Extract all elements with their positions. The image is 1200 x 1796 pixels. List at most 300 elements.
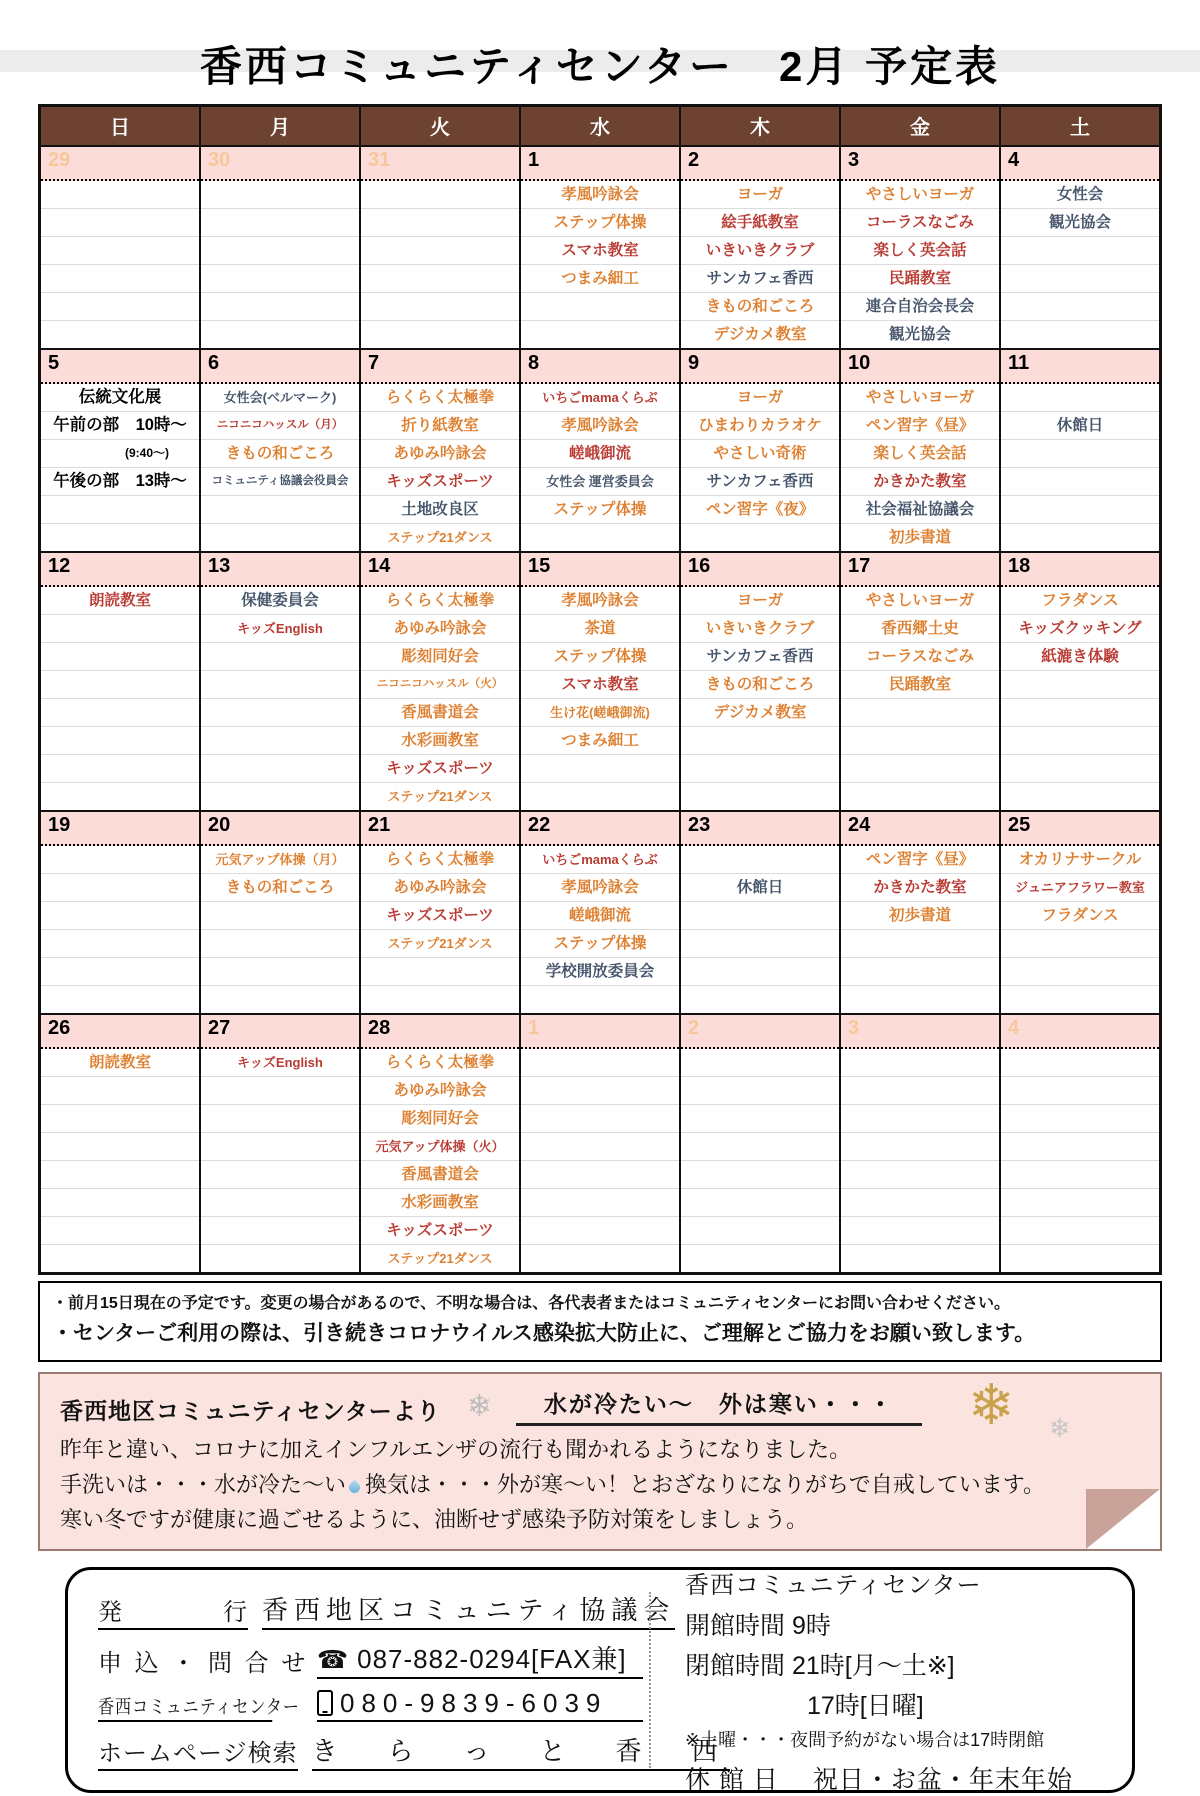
event-label xyxy=(201,321,359,348)
event-label xyxy=(1001,468,1159,496)
event-label xyxy=(1001,755,1159,783)
day-cell xyxy=(201,553,361,810)
event-label xyxy=(201,727,359,755)
event-label xyxy=(41,1217,199,1245)
event-label xyxy=(1001,671,1159,699)
event-label xyxy=(681,755,839,783)
weekday-label: 火 xyxy=(361,107,521,145)
date-number: 3 xyxy=(841,147,999,181)
event-label xyxy=(1001,265,1159,293)
event-label: サンカフェ香西 xyxy=(681,643,839,671)
contact-row xyxy=(98,1731,730,1771)
event-label xyxy=(1001,727,1159,755)
day-cell xyxy=(841,350,1001,551)
event-label: サンカフェ香西 xyxy=(681,265,839,293)
date-number: 23 xyxy=(681,812,839,846)
event-label xyxy=(201,1161,359,1189)
date-number: 12 xyxy=(41,553,199,587)
date-number: 13 xyxy=(201,553,359,587)
event-label: あゆみ吟詠会 xyxy=(361,874,519,902)
calendar-weeks xyxy=(41,145,1159,1272)
event-label xyxy=(41,1245,199,1272)
event-label xyxy=(201,293,359,321)
contact-row xyxy=(98,1590,676,1630)
event-label: ステップ21ダンス xyxy=(387,530,493,545)
event-label xyxy=(41,986,199,1013)
event-label: やさしいヨーガ xyxy=(841,181,999,209)
event-label xyxy=(1001,321,1159,348)
news-box xyxy=(38,1372,1162,1551)
event-label: 香風書道会 xyxy=(361,1161,519,1189)
news-box-body xyxy=(40,1426,1160,1537)
contact-label: 申 込 ・ 問 合 せ xyxy=(98,1649,309,1677)
event-label xyxy=(681,1161,839,1189)
event-label xyxy=(521,1189,679,1217)
event-label xyxy=(201,1133,359,1161)
event-label xyxy=(841,699,999,727)
event-label xyxy=(201,237,359,265)
event-label xyxy=(841,1049,999,1077)
contact-value: 080-9839-6039 xyxy=(317,1688,643,1722)
weekday-label: 月 xyxy=(201,107,361,145)
event-label: ステップ体操 xyxy=(521,930,679,958)
event-label: やさしいヨーガ xyxy=(841,587,999,615)
event-label: つまみ細工 xyxy=(521,265,679,293)
event-label: ペン習字《昼》 xyxy=(841,412,999,440)
day-cell xyxy=(361,553,521,810)
event-label: 楽しく英会話 xyxy=(841,237,999,265)
event-label: オカリナサークル xyxy=(1001,846,1159,874)
event-label: 学校開放委員会 xyxy=(521,958,679,986)
contact-label: 香西コミュニティセンター xyxy=(98,1692,272,1722)
event-label xyxy=(201,643,359,671)
event-label xyxy=(521,321,679,348)
event-label: 民踊教室 xyxy=(841,671,999,699)
event-label: 朗読教室 xyxy=(41,1049,199,1077)
weekday-label: 日 xyxy=(41,107,201,145)
news-body-line-1: 昨年と違い、コロナに加えインフルエンザの流行も聞かれるようになりました。 xyxy=(60,1437,852,1462)
event-label xyxy=(841,1077,999,1105)
event-label xyxy=(681,1189,839,1217)
water-drop-icon xyxy=(347,1480,363,1496)
event-label xyxy=(361,237,519,265)
event-label xyxy=(361,293,519,321)
event-label: コーラスなごみ xyxy=(841,209,999,237)
day-cell xyxy=(521,553,681,810)
day-cell xyxy=(521,350,681,551)
event-label xyxy=(41,699,199,727)
date-number: 11 xyxy=(1001,350,1159,384)
closing-hours-weekday: 閉館時間 21時[月～土※] xyxy=(685,1651,955,1680)
event-label: いきいきクラブ xyxy=(681,615,839,643)
event-label xyxy=(521,524,679,551)
day-cell xyxy=(841,147,1001,348)
event-label xyxy=(41,930,199,958)
event-label xyxy=(41,1105,199,1133)
event-label xyxy=(681,1245,839,1272)
date-number: 8 xyxy=(521,350,679,384)
contact-label: 発 行 xyxy=(98,1592,248,1630)
event-label xyxy=(361,181,519,209)
event-label: スマホ教室 xyxy=(521,671,679,699)
event-label xyxy=(1001,1105,1159,1133)
event-label xyxy=(681,930,839,958)
event-label: (9:40～) xyxy=(41,440,199,468)
event-label xyxy=(841,1189,999,1217)
event-label xyxy=(521,1161,679,1189)
event-label: 嵯峨御流 xyxy=(521,440,679,468)
event-label xyxy=(521,1049,679,1077)
event-label xyxy=(41,755,199,783)
event-label: 女性会 xyxy=(1001,181,1159,209)
event-label xyxy=(841,1105,999,1133)
event-label: ステップ21ダンス xyxy=(387,789,493,804)
event-label xyxy=(41,293,199,321)
event-label xyxy=(201,1077,359,1105)
event-label: かきかた教室 xyxy=(841,874,999,902)
event-label: 朗読教室 xyxy=(41,587,199,615)
event-label: 観光協会 xyxy=(888,326,951,343)
event-label: ニコニコハッスル（月） xyxy=(201,412,359,440)
date-number: 2 xyxy=(681,147,839,181)
date-number: 25 xyxy=(1001,812,1159,846)
event-label xyxy=(201,1217,359,1245)
event-label xyxy=(201,783,359,810)
event-label: 休館日 xyxy=(681,874,839,902)
event-label: やさしい奇術 xyxy=(681,440,839,468)
day-cell xyxy=(841,553,1001,810)
event-label: いきいきクラブ xyxy=(681,237,839,265)
event-label: いちごmamaくらぶ xyxy=(521,846,679,874)
event-label: 女性会 運営委員会 xyxy=(521,468,679,496)
event-label: いちごmamaくらぶ xyxy=(521,384,679,412)
event-label: 女性会(ベルマーク) xyxy=(201,384,359,412)
date-number: 1 xyxy=(521,147,679,181)
event-label: らくらく太極拳 xyxy=(361,384,519,412)
event-label xyxy=(681,1105,839,1133)
week-row xyxy=(41,145,1159,348)
event-label: ステップ21ダンス xyxy=(361,930,519,958)
event-label xyxy=(41,958,199,986)
event-label xyxy=(41,727,199,755)
event-label xyxy=(1001,930,1159,958)
week-row xyxy=(41,810,1159,1013)
event-label xyxy=(41,1133,199,1161)
event-label xyxy=(361,265,519,293)
event-label: キッズスポーツ xyxy=(361,468,519,496)
event-label: ステップ体操 xyxy=(521,209,679,237)
event-label: キッズクッキング xyxy=(1001,615,1159,643)
event-label: フラダンス xyxy=(1001,587,1159,615)
week-row xyxy=(41,551,1159,810)
news-box-title: 香西地区コミュニティセンターより xyxy=(60,1398,441,1424)
weekday-label: 土 xyxy=(1001,107,1159,145)
contact-left-block xyxy=(68,1581,730,1780)
event-label xyxy=(1001,958,1159,986)
date-number: 27 xyxy=(201,1015,359,1049)
event-label xyxy=(1001,986,1159,1013)
event-label xyxy=(841,1217,999,1245)
event-label: 孝風吟詠会 xyxy=(521,587,679,615)
day-cell xyxy=(41,147,201,348)
day-cell xyxy=(521,812,681,1013)
event-label xyxy=(361,986,519,1013)
event-label xyxy=(681,1049,839,1077)
event-label: ヨーガ xyxy=(681,587,839,615)
center-name: 香西コミュニティセンター xyxy=(685,1571,982,1599)
day-cell xyxy=(681,350,841,551)
contact-value: き ら っ と 香 西 xyxy=(312,1731,730,1771)
event-label: あゆみ吟詠会 xyxy=(361,615,519,643)
contact-right-block xyxy=(685,1565,1132,1796)
event-label: らくらく太極拳 xyxy=(361,587,519,615)
news-body-line-3: 寒い冬ですが健康に過ごせるように、油断せず感染予防対策をしましょう。 xyxy=(60,1507,809,1532)
snowflake-icon: ❄ xyxy=(1048,1414,1071,1444)
contact-row xyxy=(98,1639,643,1679)
news-box-header xyxy=(40,1373,1160,1444)
event-label xyxy=(41,902,199,930)
event-label xyxy=(201,755,359,783)
event-label xyxy=(681,902,839,930)
event-label: 香風書道会 xyxy=(361,699,519,727)
event-label: 元気アップ体操（火） xyxy=(361,1133,519,1161)
event-label: 茶道 xyxy=(521,615,679,643)
event-label xyxy=(201,986,359,1013)
event-label xyxy=(841,986,999,1013)
calendar-table xyxy=(38,104,1162,1275)
event-label: ヨーガ xyxy=(681,181,839,209)
event-label xyxy=(521,1245,679,1272)
day-cell xyxy=(361,812,521,1013)
event-label xyxy=(521,1105,679,1133)
contact-value: ☎ 087-882-0294[FAX兼] xyxy=(317,1639,643,1679)
event-label xyxy=(1001,783,1159,810)
event-label xyxy=(201,496,359,524)
day-cell xyxy=(1001,553,1159,810)
telephone-icon: ☎ xyxy=(317,1644,350,1674)
event-label xyxy=(681,1133,839,1161)
day-cell xyxy=(681,553,841,810)
event-label xyxy=(201,1105,359,1133)
event-label xyxy=(1001,1189,1159,1217)
day-cell xyxy=(201,350,361,551)
event-label: ジュニアフラワー教室 xyxy=(1001,874,1159,902)
event-label: 元気アップ体操（月） xyxy=(201,846,359,874)
day-cell xyxy=(201,812,361,1013)
event-label: 初歩書道 xyxy=(888,529,951,546)
event-label: コミュニティ協議会役員会 xyxy=(201,468,359,496)
event-label: きもの和ごころ xyxy=(681,671,839,699)
mobile-phone-icon xyxy=(317,1690,333,1716)
event-label: 休館日 xyxy=(1001,412,1159,440)
event-label xyxy=(841,783,999,810)
event-label xyxy=(41,643,199,671)
event-label xyxy=(681,783,839,810)
day-cell xyxy=(521,147,681,348)
event-label: つまみ細工 xyxy=(521,727,679,755)
event-label xyxy=(41,1189,199,1217)
event-label: 孝風吟詠会 xyxy=(521,181,679,209)
event-label xyxy=(41,524,199,551)
event-label: きもの和ごころ xyxy=(681,293,839,321)
event-label xyxy=(681,1077,839,1105)
event-label: デジカメ教室 xyxy=(681,699,839,727)
date-number: 5 xyxy=(41,350,199,384)
event-label xyxy=(201,902,359,930)
event-label xyxy=(1001,1077,1159,1105)
date-number: 24 xyxy=(841,812,999,846)
event-label: きもの和ごころ xyxy=(201,440,359,468)
day-cell xyxy=(361,147,521,348)
date-number: 15 xyxy=(521,553,679,587)
event-label: 土地改良区 xyxy=(361,496,519,524)
date-number: 4 xyxy=(1001,147,1159,181)
event-label: 彫刻同好会 xyxy=(361,643,519,671)
event-label xyxy=(681,958,839,986)
event-label xyxy=(1001,1049,1159,1077)
event-label: キッズスポーツ xyxy=(361,755,519,783)
event-label: 折り紙教室 xyxy=(361,412,519,440)
event-label xyxy=(361,958,519,986)
date-number: 26 xyxy=(41,1015,199,1049)
event-label xyxy=(841,1133,999,1161)
date-number: 6 xyxy=(201,350,359,384)
event-label: フラダンス xyxy=(1001,902,1159,930)
contact-box xyxy=(65,1567,1135,1793)
event-label xyxy=(201,958,359,986)
folded-corner xyxy=(1086,1489,1160,1549)
event-label: 観光協会 xyxy=(1001,209,1159,237)
event-label: 伝統文化展 xyxy=(41,384,199,412)
event-label: デジカメ教室 xyxy=(713,326,807,343)
news-box-catchphrase: 水が冷たい～ 外は寒い・・・ xyxy=(516,1386,922,1426)
event-label: 水彩画教室 xyxy=(361,1189,519,1217)
event-label: 午前の部 10時～ xyxy=(41,412,199,440)
event-label: あゆみ吟詠会 xyxy=(361,440,519,468)
event-label xyxy=(681,524,839,551)
saturday-note: ※土曜・・・夜間予約がない場合は17時閉館 xyxy=(685,1729,1045,1750)
day-cell xyxy=(1001,812,1159,1013)
date-number: 17 xyxy=(841,553,999,587)
event-label: スマホ教室 xyxy=(521,237,679,265)
event-label: らくらく太極拳 xyxy=(361,1049,519,1077)
event-label xyxy=(41,1161,199,1189)
event-label xyxy=(841,727,999,755)
event-label: ペン習字《夜》 xyxy=(681,496,839,524)
day-cell xyxy=(521,1015,681,1272)
event-label xyxy=(841,1245,999,1272)
event-label xyxy=(201,524,359,551)
event-label: キッズスポーツ xyxy=(361,902,519,930)
event-label: きもの和ごころ xyxy=(201,874,359,902)
event-label: コーラスなごみ xyxy=(841,643,999,671)
event-label: 保健委員会 xyxy=(201,587,359,615)
event-label xyxy=(41,846,199,874)
date-number: 14 xyxy=(361,553,519,587)
event-label xyxy=(41,209,199,237)
event-label: 水彩画教室 xyxy=(361,727,519,755)
day-cell xyxy=(841,1015,1001,1272)
event-label xyxy=(841,755,999,783)
event-label: らくらく太極拳 xyxy=(361,846,519,874)
event-label: ニコニコハッスル（火） xyxy=(361,671,519,699)
event-label xyxy=(1001,1217,1159,1245)
footnote-line-2: ・センターご利用の際は、引き続きコロナウイルス感染拡大防止に、ご理解とご協力をお願い致します。 xyxy=(52,1322,1036,1345)
event-label: 社会福祉協議会 xyxy=(841,496,999,524)
event-label xyxy=(41,615,199,643)
event-label xyxy=(201,181,359,209)
event-label xyxy=(201,209,359,237)
event-label xyxy=(521,783,679,810)
day-cell xyxy=(41,812,201,1013)
event-label: 紙漉き体験 xyxy=(1001,643,1159,671)
event-label: あゆみ吟詠会 xyxy=(361,1077,519,1105)
event-label xyxy=(201,930,359,958)
event-label: 彫刻同好会 xyxy=(361,1105,519,1133)
event-label xyxy=(1001,384,1159,412)
day-cell xyxy=(41,553,201,810)
event-label xyxy=(1001,1245,1159,1272)
event-label xyxy=(41,783,199,810)
date-number: 16 xyxy=(681,553,839,587)
contact-row xyxy=(98,1688,643,1722)
date-number: 9 xyxy=(681,350,839,384)
weekday-label: 水 xyxy=(521,107,681,145)
event-label xyxy=(41,671,199,699)
event-label xyxy=(521,293,679,321)
event-label xyxy=(521,1077,679,1105)
event-label: サンカフェ香西 xyxy=(681,468,839,496)
week-row xyxy=(41,1013,1159,1272)
event-label xyxy=(521,1217,679,1245)
day-cell xyxy=(201,147,361,348)
news-body-line-2a: 手洗いは・・・水が冷た～い xyxy=(60,1472,347,1497)
date-number: 19 xyxy=(41,812,199,846)
page-title: 香西コミュニティセンター 2月 予定表 xyxy=(199,43,1001,90)
event-label xyxy=(1001,1161,1159,1189)
day-cell xyxy=(1001,1015,1159,1272)
event-label xyxy=(521,1133,679,1161)
event-label xyxy=(41,237,199,265)
date-number: 30 xyxy=(201,147,359,181)
event-label xyxy=(1001,524,1159,551)
week-row xyxy=(41,348,1159,551)
event-label: ひまわりカラオケ xyxy=(681,412,839,440)
event-label xyxy=(201,265,359,293)
day-cell xyxy=(681,812,841,1013)
footnote-line-1: ・前月15日現在の予定です。変更の場合があるので、不明な場合は、各代表者またはコミュニティセンターにお問い合わせください。 xyxy=(52,1295,1010,1312)
date-number: 10 xyxy=(841,350,999,384)
date-number: 21 xyxy=(361,812,519,846)
date-number: 20 xyxy=(201,812,359,846)
event-label: やさしいヨーガ xyxy=(841,384,999,412)
snowflake-icon: ❄ xyxy=(967,1373,1015,1438)
event-label xyxy=(1001,496,1159,524)
event-label xyxy=(41,1077,199,1105)
event-label: キッズスポーツ xyxy=(361,1217,519,1245)
date-number: 28 xyxy=(361,1015,519,1049)
event-label: キッズEnglish xyxy=(201,615,359,643)
event-label: 孝風吟詠会 xyxy=(521,874,679,902)
day-cell xyxy=(681,147,841,348)
footnote-box xyxy=(38,1281,1162,1362)
event-label: 孝風吟詠会 xyxy=(521,412,679,440)
snowflake-icon: ❄ xyxy=(466,1389,492,1424)
event-label xyxy=(841,930,999,958)
day-cell xyxy=(361,1015,521,1272)
event-label: 生け花(嵯峨御流) xyxy=(521,699,679,727)
closing-hours-sunday: 17時[日曜] xyxy=(807,1691,924,1720)
